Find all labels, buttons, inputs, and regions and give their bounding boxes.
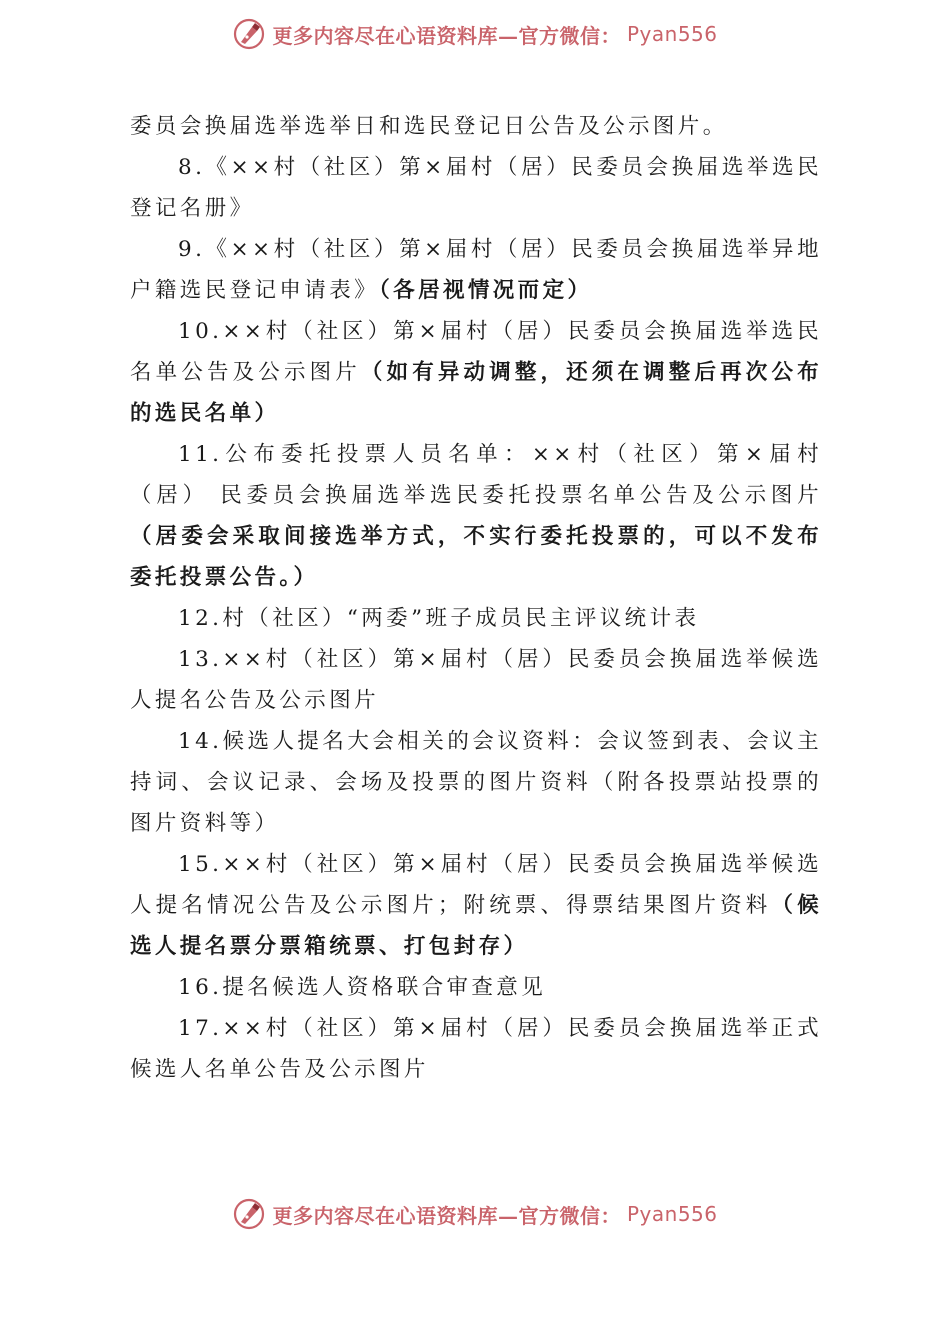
document-body [130, 106, 822, 1090]
item-text: 8.《××村（社区）第×届村（居）民委员会换届选举选民登记名册》 [130, 155, 822, 221]
list-item [130, 844, 822, 967]
list-item [130, 721, 822, 844]
list-item [130, 1008, 822, 1090]
item-text: 9.《××村（社区）第×届村（居）民委员会换届选举异地户籍选民登记申请表》 [130, 237, 822, 303]
watermark-wechat-id: Pyan556 [626, 22, 718, 46]
list-item [130, 311, 822, 434]
watermark-text: 更多内容尽在心语资料库—官方微信： [272, 23, 621, 48]
footer-watermark [0, 1194, 950, 1234]
watermark-wechat-id: Pyan556 [626, 1202, 718, 1226]
header-watermark [0, 14, 950, 54]
watermark-text: 更多内容尽在心语资料库—官方微信： [272, 1203, 621, 1228]
list-item [130, 639, 822, 721]
item-text: 11.公布委托投票人员名单：××村（社区）第×届村（居） 民委员会换届选举选民委托投票名单公告及公示图片 [130, 442, 822, 508]
item-note: （如有异动调整，还须在调整后再次公布的选民名单） [130, 360, 822, 426]
item-text: 13.××村（社区）第×届村（居）民委员会换届选举候选人提名公告及公示图片 [130, 647, 822, 713]
item-text: 17.××村（社区）第×届村（居）民委员会换届选举正式候选人名单公告及公示图片 [130, 1016, 822, 1082]
item-note: （各居视情况而定） [379, 278, 593, 303]
list-item [130, 229, 822, 311]
list-item [130, 147, 822, 229]
list-item [130, 598, 822, 639]
item-text: 16.提名候选人资格联合审查意见 [178, 975, 547, 1000]
list-item [130, 434, 822, 598]
item-text: 14.候选人提名大会相关的会议资料：会议签到表、会议主持词、会议记录、会场及投票的图片资料（附各投票站投票的图片资料等） [130, 729, 822, 836]
item-text: 委员会换届选举选举日和选民登记日公告及公示图片。 [130, 114, 728, 139]
item-text: 15.××村（社区）第×届村（居）民委员会换届选举候选人提名情况公告及公示图片；附统票、得票结果图片资料 [130, 852, 822, 918]
item-text: 10.××村（社区）第×届村（居）民委员会换届选举选民名单公告及公示图片 [130, 319, 822, 385]
item-text: 12.村（社区）“两委”班子成员民主评议统计表 [178, 606, 700, 631]
list-item [130, 967, 822, 1008]
item-note: （候选人提名票分票箱统票、打包封存） [130, 893, 822, 959]
list-item [130, 106, 822, 147]
pen-nib-logo-icon [232, 17, 266, 51]
item-note: （居委会采取间接选举方式，不实行委托投票的，可以不发布委托投票公告。） [130, 524, 822, 590]
pen-nib-logo-icon [232, 1197, 266, 1231]
